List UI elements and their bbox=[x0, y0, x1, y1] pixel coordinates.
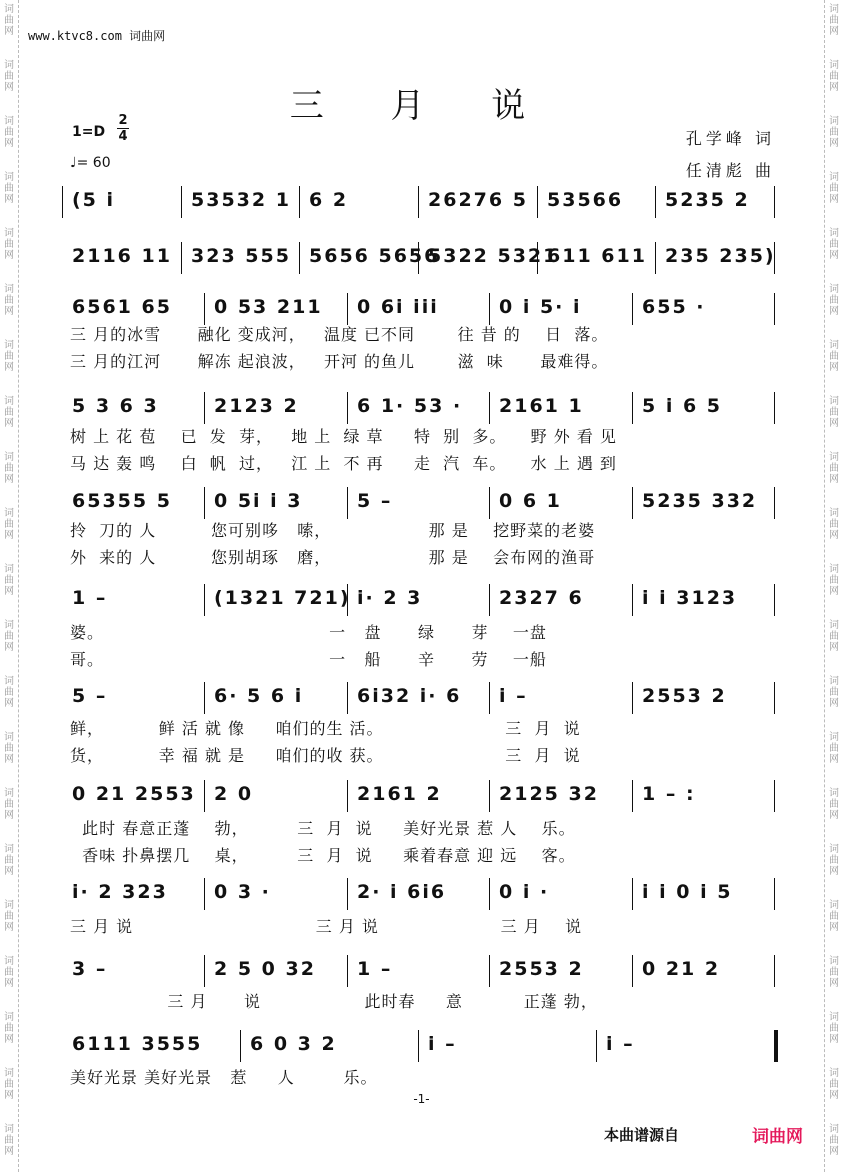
side-mark: 词 曲 网 bbox=[4, 620, 14, 653]
measure: i – bbox=[428, 1033, 457, 1055]
measure: 6 0 3 2 bbox=[250, 1033, 337, 1055]
measure: 5 3 6 3 bbox=[72, 395, 159, 417]
bar-line bbox=[299, 242, 300, 274]
bar-line bbox=[489, 878, 490, 910]
measure: 2 5 0 32 bbox=[214, 958, 316, 980]
bar-line bbox=[347, 392, 348, 424]
side-mark: 词 曲 网 bbox=[4, 676, 14, 709]
measure: 2327 6 bbox=[499, 587, 584, 609]
measure: 1 – bbox=[72, 587, 108, 609]
source-label: 本曲谱源自 bbox=[604, 1126, 680, 1144]
bar-line bbox=[347, 682, 348, 714]
staff-row bbox=[62, 584, 774, 618]
side-mark: 词 曲 网 bbox=[4, 956, 14, 989]
time-signature-top: 2 bbox=[118, 113, 128, 128]
bar-line bbox=[489, 487, 490, 519]
bar-line bbox=[204, 955, 205, 987]
measure: i – bbox=[606, 1033, 635, 1055]
side-mark: 词 曲 网 bbox=[829, 508, 839, 541]
lyric-line: 三 月 说 三 月 说 三 月 说 bbox=[70, 917, 583, 936]
side-mark: 词 曲 网 bbox=[829, 1012, 839, 1045]
staff-row bbox=[62, 780, 774, 814]
side-mark: 词 曲 网 bbox=[829, 60, 839, 93]
lyric-line: 三 月的冰雪 融化 变成河， 温度 已不同 往 昔 的 日 落。 bbox=[70, 325, 609, 344]
side-mark: 词 曲 网 bbox=[829, 788, 839, 821]
measure: i i 3123 bbox=[642, 587, 738, 609]
measure: 2123 2 bbox=[214, 395, 299, 417]
measure: 0 6 1 bbox=[499, 490, 562, 512]
bar-line bbox=[774, 1030, 778, 1062]
measure: 2553 2 bbox=[499, 958, 584, 980]
lyric-line: 三 月 说 此时春 意 正蓬 勃， bbox=[70, 992, 598, 1011]
bar-line bbox=[632, 584, 633, 616]
measure: 0 6i iii bbox=[357, 296, 439, 318]
measure: 5656 5656 bbox=[309, 245, 440, 267]
bar-line bbox=[596, 1030, 597, 1062]
measure: 0 i 5· i bbox=[499, 296, 582, 318]
measure: 2161 2 bbox=[357, 783, 442, 805]
measure: 0 21 2553 bbox=[72, 783, 196, 805]
bar-line bbox=[774, 955, 775, 987]
side-mark: 词 曲 网 bbox=[829, 228, 839, 261]
measure: 26276 5 bbox=[428, 189, 528, 211]
measure: 0 53 211 bbox=[214, 296, 323, 318]
bar-line bbox=[489, 584, 490, 616]
bar-line bbox=[204, 293, 205, 325]
measure: 5 i 6 5 bbox=[642, 395, 723, 417]
bar-line bbox=[299, 186, 300, 218]
time-signature bbox=[117, 114, 129, 143]
measure: 2116 11 bbox=[72, 245, 172, 267]
bar-line bbox=[181, 242, 182, 274]
bar-line bbox=[204, 682, 205, 714]
measure: 5235 2 bbox=[665, 189, 750, 211]
side-mark: 词 曲 网 bbox=[4, 564, 14, 597]
right-margin-strip bbox=[824, 0, 843, 1172]
bar-line bbox=[204, 780, 205, 812]
bar-line bbox=[632, 682, 633, 714]
lyric-line: 此时 春意正蓬 勃， 三 月 说 美好光景 惹 人 乐。 bbox=[70, 819, 576, 838]
page-number: -1- bbox=[413, 1092, 430, 1106]
bar-line bbox=[240, 1030, 241, 1062]
bar-line bbox=[489, 955, 490, 987]
staff-row bbox=[62, 242, 774, 276]
measure: 1 – : bbox=[642, 783, 696, 805]
side-mark: 词 曲 网 bbox=[829, 1124, 839, 1157]
measure: 5 – bbox=[72, 685, 108, 707]
bar-line bbox=[62, 186, 63, 218]
bar-line bbox=[632, 392, 633, 424]
lyric-line: 拎 刀的 人 您可别哆 嗦， 那 是 挖野菜的老婆 bbox=[70, 521, 596, 540]
bar-line bbox=[537, 186, 538, 218]
side-mark: 词 曲 网 bbox=[829, 844, 839, 877]
lyric-line: 树 上 花 苞 已 发 芽， 地 上 绿 草 特 别 多。 野 外 看 见 bbox=[70, 427, 617, 446]
bar-line bbox=[774, 392, 775, 424]
measure: i – bbox=[499, 685, 528, 707]
measure: 655 · bbox=[642, 296, 706, 318]
side-mark: 词 曲 网 bbox=[4, 4, 14, 37]
bar-line bbox=[489, 682, 490, 714]
side-mark: 词 曲 网 bbox=[4, 284, 14, 317]
bar-line bbox=[489, 293, 490, 325]
side-mark: 词 曲 网 bbox=[4, 1124, 14, 1157]
bar-line bbox=[774, 878, 775, 910]
bar-line bbox=[632, 780, 633, 812]
measure: 0 5i i 3 bbox=[214, 490, 303, 512]
lyric-line: 香味 扑鼻摆几 桌， 三 月 说 乘着春意 迎 远 客。 bbox=[70, 846, 576, 865]
measure: i· 2 3 bbox=[357, 587, 423, 609]
side-mark: 词 曲 网 bbox=[829, 172, 839, 205]
side-mark: 词 曲 网 bbox=[829, 900, 839, 933]
bar-line bbox=[489, 392, 490, 424]
measure: 0 21 2 bbox=[642, 958, 721, 980]
bar-line bbox=[204, 487, 205, 519]
lyric-line: 哥。 一 船 辛 劳 一船 bbox=[70, 650, 547, 669]
lyric-line: 马 达 轰 鸣 白 帆 过， 江 上 不 再 走 汽 车。 水 上 遇 到 bbox=[70, 454, 617, 473]
staff-row bbox=[62, 682, 774, 716]
measure: i i 0 i 5 bbox=[642, 881, 733, 903]
side-mark: 词 曲 网 bbox=[4, 340, 14, 373]
bar-line bbox=[204, 584, 205, 616]
side-mark: 词 曲 网 bbox=[4, 452, 14, 485]
measure: (5 i bbox=[72, 189, 116, 211]
measure: 5235 332 bbox=[642, 490, 758, 512]
side-mark: 词 曲 网 bbox=[4, 396, 14, 429]
bar-line bbox=[347, 487, 348, 519]
side-mark: 词 曲 网 bbox=[4, 116, 14, 149]
bar-line bbox=[655, 186, 656, 218]
lyric-line: 外 来的 人 您别胡琢 磨， 那 是 会布网的渔哥 bbox=[70, 548, 596, 567]
staff-row bbox=[62, 1030, 774, 1064]
source-logo[interactable]: 词曲网 bbox=[752, 1127, 803, 1147]
bar-line bbox=[489, 780, 490, 812]
side-mark: 词 曲 网 bbox=[829, 732, 839, 765]
bar-line bbox=[774, 682, 775, 714]
measure: 6111 3555 bbox=[72, 1033, 203, 1055]
side-mark: 词 曲 网 bbox=[4, 732, 14, 765]
bar-line bbox=[418, 186, 419, 218]
bar-line bbox=[632, 487, 633, 519]
staff-row bbox=[62, 955, 774, 989]
bar-line bbox=[181, 186, 182, 218]
measure: 235 235) bbox=[665, 245, 776, 267]
measure: 65355 5 bbox=[72, 490, 172, 512]
measure: 6561 65 bbox=[72, 296, 172, 318]
bar-line bbox=[774, 293, 775, 325]
measure: 2161 1 bbox=[499, 395, 584, 417]
side-mark: 词 曲 网 bbox=[4, 1012, 14, 1045]
lyric-line: 货， 幸 福 就 是 咱们的收 获。 三 月 说 bbox=[70, 746, 581, 765]
measure: 6 1· 53 · bbox=[357, 395, 463, 417]
site-url[interactable]: www.ktvc8.com 词曲网 bbox=[28, 29, 166, 43]
bar-line bbox=[347, 955, 348, 987]
bar-line bbox=[347, 878, 348, 910]
bar-line bbox=[632, 878, 633, 910]
measure: (1321 721) bbox=[214, 587, 351, 609]
side-mark: 词 曲 网 bbox=[829, 396, 839, 429]
side-mark: 词 曲 网 bbox=[4, 172, 14, 205]
bar-line bbox=[418, 1030, 419, 1062]
bar-line bbox=[774, 584, 775, 616]
bar-line bbox=[204, 392, 205, 424]
bar-line bbox=[774, 780, 775, 812]
side-mark: 词 曲 网 bbox=[829, 620, 839, 653]
bar-line bbox=[655, 242, 656, 274]
lyric-line: 鲜， 鲜 活 就 像 咱们的生 活。 三 月 说 bbox=[70, 719, 581, 738]
bar-line bbox=[347, 293, 348, 325]
measure: 3 – bbox=[72, 958, 108, 980]
side-mark: 词 曲 网 bbox=[829, 4, 839, 37]
measure: 53566 bbox=[547, 189, 624, 211]
lyric-line: 婆。 一 盘 绿 芽 一盘 bbox=[70, 623, 547, 642]
side-mark: 词 曲 网 bbox=[4, 1068, 14, 1101]
side-mark: 词 曲 网 bbox=[829, 340, 839, 373]
side-mark: 词 曲 网 bbox=[4, 508, 14, 541]
time-signature-bottom: 4 bbox=[118, 129, 128, 144]
measure: 6· 5 6 i bbox=[214, 685, 304, 707]
staff-row bbox=[62, 186, 774, 220]
bar-line bbox=[204, 878, 205, 910]
measure: 6i32 i· 6 bbox=[357, 685, 462, 707]
measure: 2· i 6i6 bbox=[357, 881, 447, 903]
bar-line bbox=[347, 780, 348, 812]
measure: i· 2 323 bbox=[72, 881, 168, 903]
measure: 0 3 · bbox=[214, 881, 271, 903]
measure: 2553 2 bbox=[642, 685, 727, 707]
measure: 6 2 bbox=[309, 189, 349, 211]
tempo-marking: ♩= 60 bbox=[70, 155, 111, 171]
staff-row bbox=[62, 392, 774, 426]
side-mark: 词 曲 网 bbox=[829, 116, 839, 149]
key-signature: 1=D bbox=[72, 124, 106, 140]
bar-line bbox=[774, 186, 775, 218]
lyric-line: 美好光景 美好光景 惹 人 乐。 bbox=[70, 1068, 378, 1087]
lyricist-credit: 孔学峰 词 bbox=[685, 129, 775, 148]
composer-credit: 任清彪 曲 bbox=[685, 161, 775, 180]
side-mark: 词 曲 网 bbox=[4, 788, 14, 821]
lyric-line: 三 月的江河 解冻 起浪波， 开河 的鱼儿 滋 味 最难得。 bbox=[70, 352, 609, 371]
measure: 0 i · bbox=[499, 881, 550, 903]
side-mark: 词 曲 网 bbox=[829, 676, 839, 709]
measure: 323 555 bbox=[191, 245, 291, 267]
side-mark: 词 曲 网 bbox=[829, 284, 839, 317]
side-mark: 词 曲 网 bbox=[4, 844, 14, 877]
measure: 5 – bbox=[357, 490, 393, 512]
staff-row bbox=[62, 487, 774, 521]
measure: 2125 32 bbox=[499, 783, 599, 805]
song-title: 三 月 说 bbox=[289, 86, 554, 126]
bar-line bbox=[632, 293, 633, 325]
bar-line bbox=[632, 955, 633, 987]
side-mark: 词 曲 网 bbox=[829, 452, 839, 485]
measure: 1 – bbox=[357, 958, 393, 980]
side-mark: 词 曲 网 bbox=[4, 228, 14, 261]
measure: 5322 5321 bbox=[428, 245, 559, 267]
measure: 611 611 bbox=[547, 245, 647, 267]
bar-line bbox=[774, 487, 775, 519]
staff-row bbox=[62, 878, 774, 912]
side-mark: 词 曲 网 bbox=[4, 900, 14, 933]
side-mark: 词 曲 网 bbox=[4, 60, 14, 93]
measure: 2 0 bbox=[214, 783, 254, 805]
measure: 53532 1 bbox=[191, 189, 291, 211]
left-margin-strip bbox=[0, 0, 19, 1172]
side-mark: 词 曲 网 bbox=[829, 956, 839, 989]
side-mark: 词 曲 网 bbox=[829, 1068, 839, 1101]
side-mark: 词 曲 网 bbox=[829, 564, 839, 597]
